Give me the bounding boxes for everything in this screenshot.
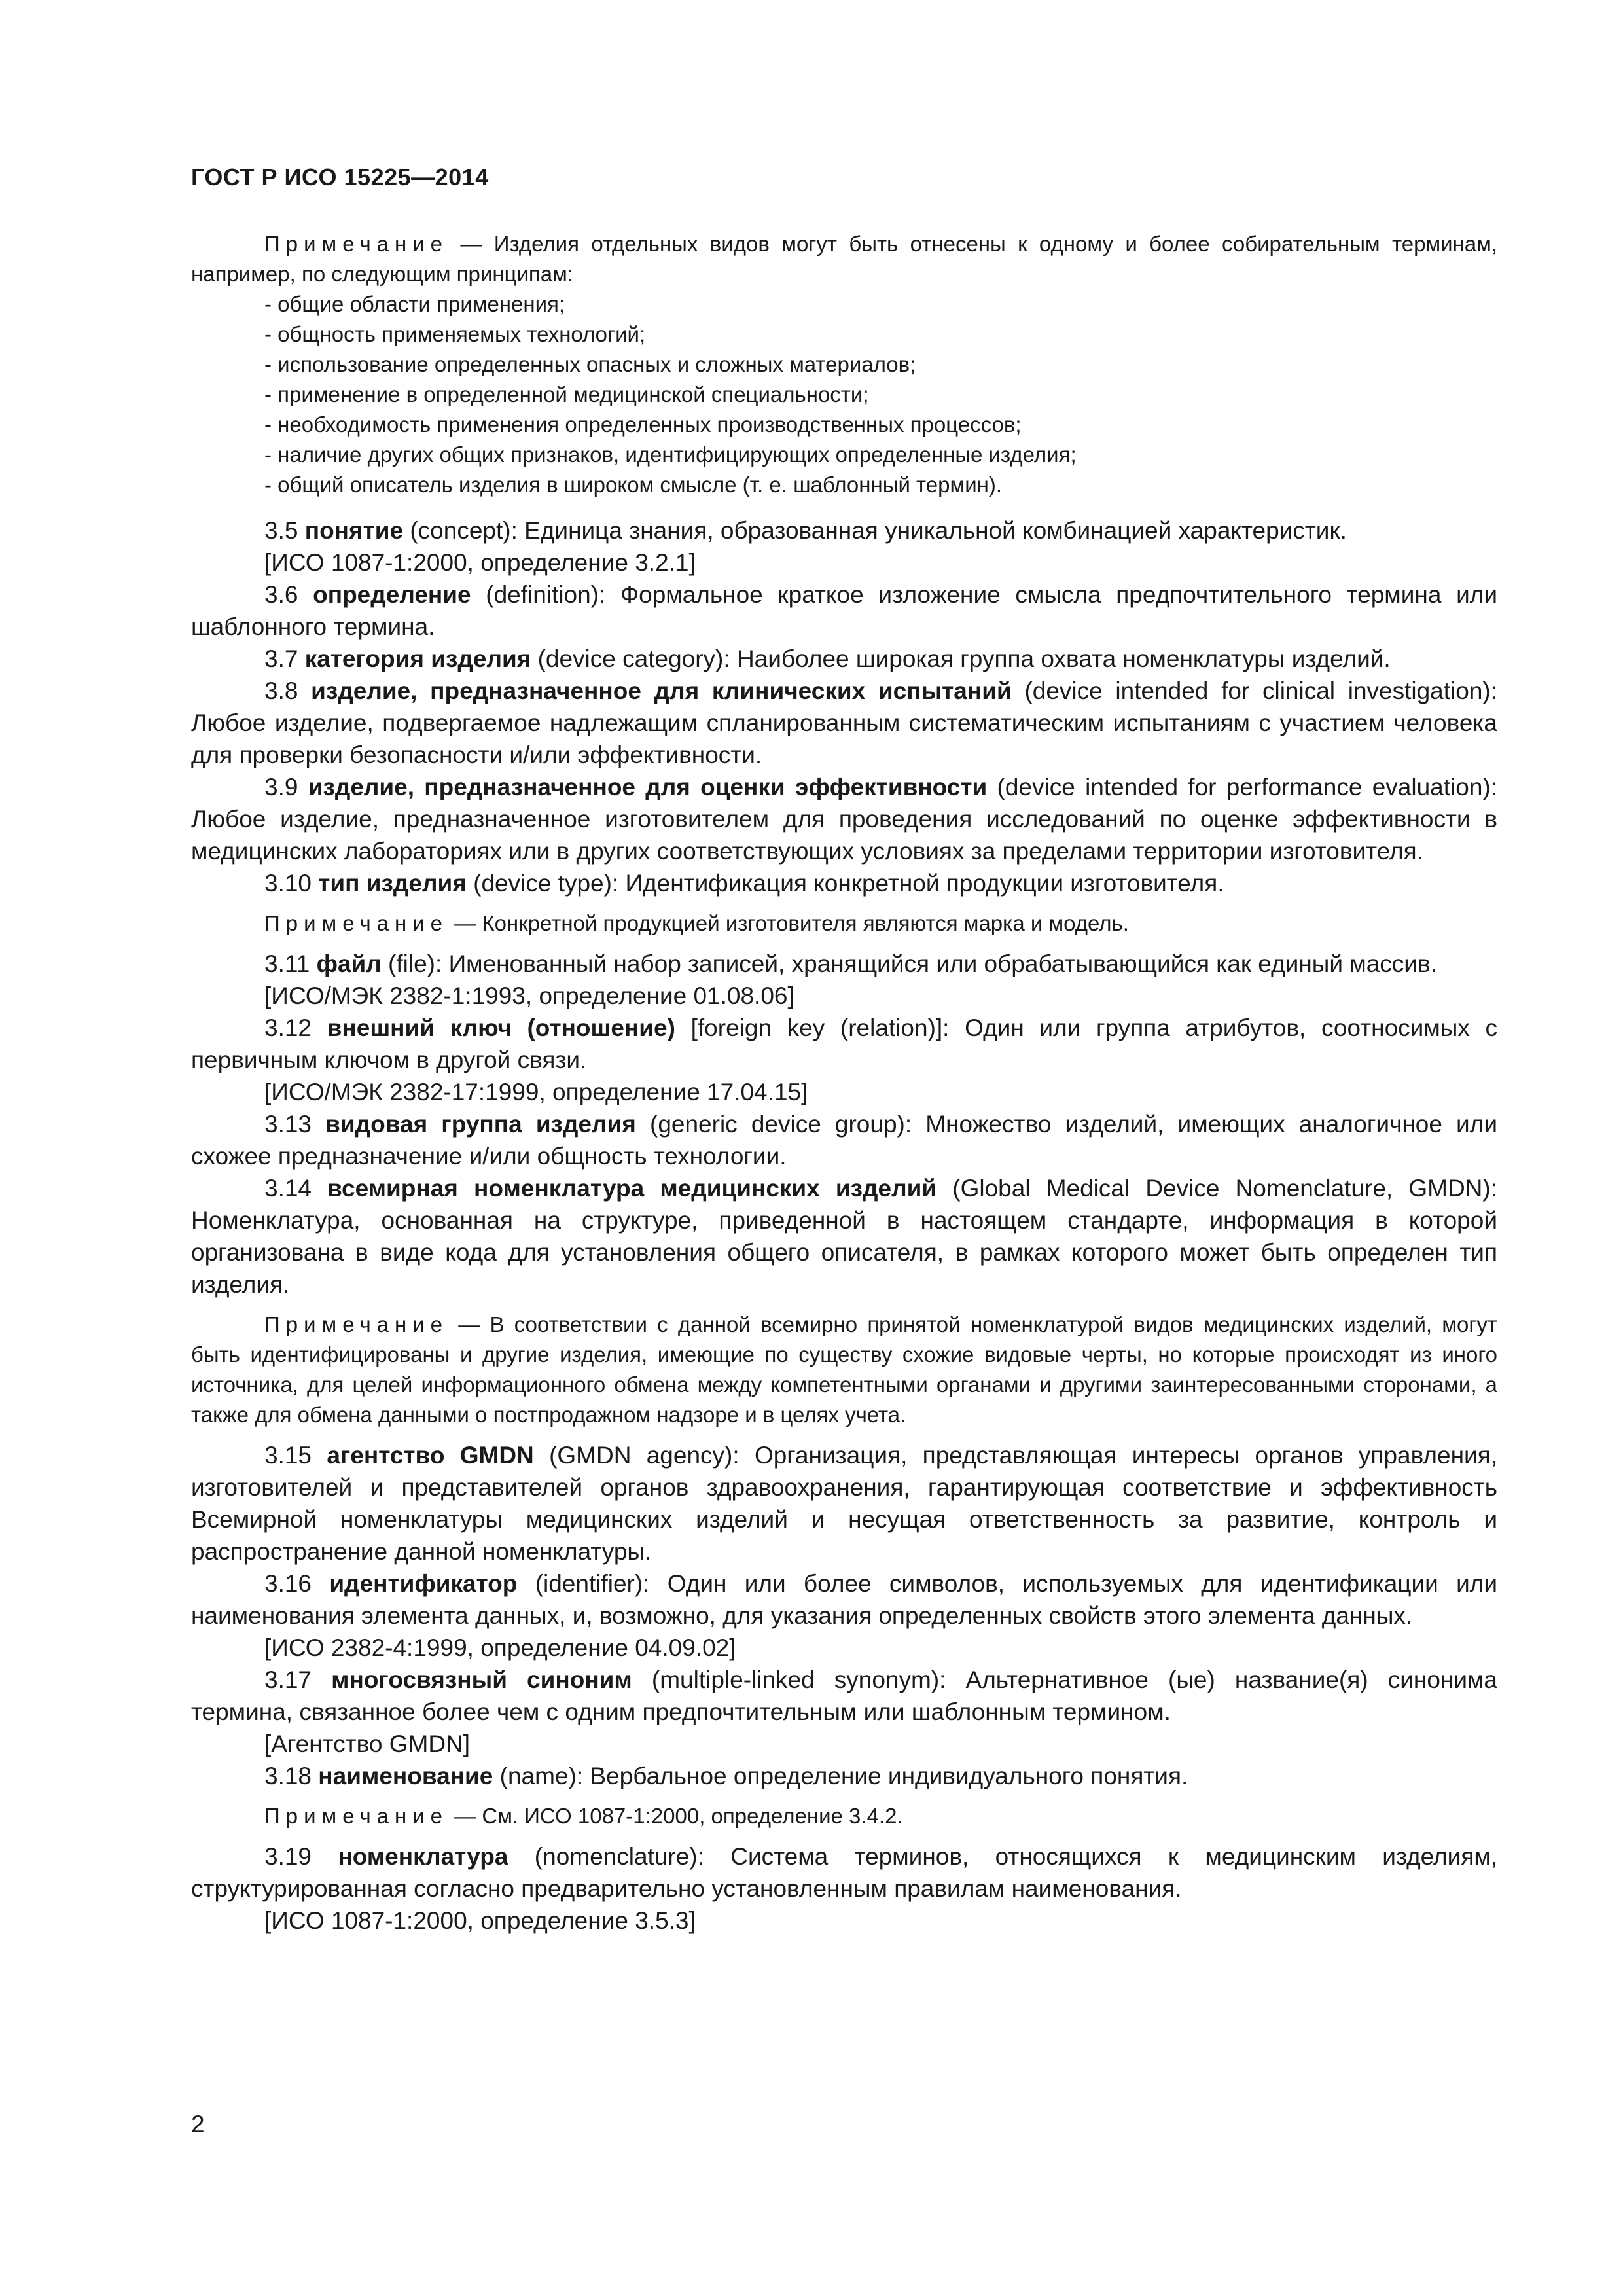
definition-number: 3.13 <box>264 1111 312 1138</box>
definition-number: 3.10 <box>264 870 312 897</box>
definition-text: Любое изделие, подвергаемое надлежащим спланированным систематическим испытаниям с участием человека для проверки безопасности и/или эффективности. <box>191 709 1497 768</box>
list-item: - необходимость применения определенных производственных процессов; <box>264 412 1022 437</box>
definition-term: агентство GMDN <box>327 1442 534 1469</box>
note-text: В соответствии с данной всемирно принятой номенклатурой видов медицинских изделий, могут быть идентифицированы и другие изделия, имеющие по существу схожие видовые черты, но которые происходят из иного источника, для целей информационного обмена между компетентными органами и другими заинтересованными сторонами, а также для обмена данными о постпродажном надзоре и в целях учета. <box>191 1312 1497 1427</box>
definition-number: 3.9 <box>264 774 298 800</box>
definition-number: 3.5 <box>264 517 298 544</box>
note-paragraph <box>191 1310 1497 1430</box>
note-label: Примечание <box>264 232 449 256</box>
definition-3-8 <box>191 675 1497 771</box>
definition-number: 3.8 <box>264 677 298 704</box>
definition-number: 3.7 <box>264 645 298 672</box>
note-paragraph <box>191 229 1497 289</box>
definition-text: Наиболее широкая группа охвата номенклатуры изделий. <box>736 645 1391 672</box>
definition-text: Номенклатура, основанная на структуре, приведенной в настоящем стандарте, информация в которой организована в виде кода для установления общего описателя, в рамках которого может быть определен тип изделия. <box>191 1207 1497 1298</box>
definition-english: (name): <box>499 1763 584 1789</box>
definition-number: 3.17 <box>264 1666 312 1693</box>
definition-term: наименование <box>318 1763 493 1789</box>
definition-english: (device intended for performance evaluation): <box>997 774 1498 800</box>
list-item: - общий описатель изделия в широком смысле (т. е. шаблонный термин). <box>264 473 1003 497</box>
note-text: См. ИСО 1087-1:2000, определение 3.4.2. <box>482 1804 903 1828</box>
definition-english: (device category): <box>537 645 730 672</box>
list-item: - применение в определенной медицинской специальности; <box>264 382 869 406</box>
note-label: Примечание <box>264 1804 449 1828</box>
note-paragraph <box>191 908 1497 939</box>
list-item: - наличие других общих признаков, идентифицирующих определенные изделия; <box>264 442 1077 467</box>
definition-text: Формальное краткое изложение смысла предпочтительного термина или шаблонного термина. <box>191 581 1498 640</box>
definition-3-5 <box>191 514 1497 547</box>
note-dash: — <box>448 232 494 256</box>
note-label: Примечание <box>264 1312 449 1336</box>
definition-3-10 <box>191 867 1497 899</box>
definition-3-19 <box>191 1840 1497 1905</box>
definition-text: Единица знания, образованная уникальной комбинацией характеристик. <box>524 517 1347 544</box>
principles-list <box>191 289 1497 500</box>
definition-text: Организация, представляющая интересы органов управления, изготовителей и представителей органов здравоохранения, гарантирующая соответствие и эффективность Всемирной номенклатуры медицинских изделий и несущая ответственность за развитие, контроль и распространение данной номенклатуры. <box>191 1442 1497 1565</box>
definition-term: изделие, предназначенное для клинических испытаний <box>311 677 1012 704</box>
definition-english: (concept): <box>410 517 518 544</box>
definition-text: Альтернативное (ые) название(я) синонима термина, связанное более чем с одним предпочтительным или шаблонным термином. <box>191 1666 1498 1725</box>
definition-3-11 <box>191 948 1497 980</box>
note-text: Изделия отдельных видов могут быть отнесены к одному и более собирательным терминам, например, по следующим принципам: <box>191 232 1497 286</box>
definition-term: идентификатор <box>329 1570 518 1597</box>
note-dash: — <box>448 1804 482 1828</box>
definition-3-13 <box>191 1108 1497 1172</box>
list-item: - общие области применения; <box>264 292 565 316</box>
definition-english: (Global Medical Device Nomenclature, GMDN): <box>952 1175 1497 1202</box>
definition-term: внешний ключ (отношение) <box>327 1014 675 1041</box>
note-text: Конкретной продукцией изготовителя являются марка и модель. <box>482 911 1129 935</box>
definition-number: 3.19 <box>264 1843 312 1870</box>
definition-number: 3.14 <box>264 1175 312 1202</box>
definition-text: Один или группа атрибутов, соотносимых с первичным ключом в другой связи. <box>191 1014 1498 1073</box>
definition-3-16 <box>191 1568 1497 1632</box>
page-number: 2 <box>191 2111 205 2138</box>
definition-text: Система терминов, относящихся к медицинским изделиям, структурированная согласно предварительно установленным правилам наименования. <box>191 1843 1498 1902</box>
definition-english: (device type): <box>473 870 619 897</box>
definition-reference: [ИСО/МЭК 2382-1:1993, определение 01.08.06] <box>264 982 794 1009</box>
definition-3-17 <box>191 1664 1497 1728</box>
definition-english: (GMDN agency): <box>549 1442 740 1469</box>
list-item: - использование определенных опасных и сложных материалов; <box>264 352 916 376</box>
definition-reference: [ИСО 1087-1:2000, определение 3.5.3] <box>264 1907 696 1934</box>
definition-text: Именованный набор записей, хранящийся или обрабатывающийся как единый массив. <box>448 950 1437 977</box>
note-paragraph <box>191 1801 1497 1831</box>
definition-term: понятие <box>304 517 404 544</box>
definition-english: (generic device group): <box>650 1111 912 1138</box>
definition-number: 3.18 <box>264 1763 312 1789</box>
definition-reference: [ИСО 1087-1:2000, определение 3.2.1] <box>264 549 696 576</box>
list-item: - общность применяемых технологий; <box>264 322 646 346</box>
definition-3-6 <box>191 579 1497 643</box>
definition-english: (device intended for clinical investigation): <box>1024 677 1498 704</box>
definition-3-18 <box>191 1760 1497 1792</box>
definition-english: [foreign key (relation)]: <box>690 1014 950 1041</box>
definition-english: (multiple-linked synonym): <box>651 1666 946 1693</box>
definition-3-14 <box>191 1172 1497 1300</box>
document-body <box>191 229 1497 1937</box>
document-header: ГОСТ Р ИСО 15225—2014 <box>191 164 489 190</box>
definition-number: 3.6 <box>264 581 298 608</box>
definition-reference: [Агентство GMDN] <box>264 1731 471 1757</box>
definition-term: номенклатура <box>338 1843 508 1870</box>
definition-number: 3.15 <box>264 1442 312 1469</box>
definition-term: тип изделия <box>318 870 467 897</box>
definition-english: (definition): <box>486 581 606 608</box>
definition-english: (file): <box>388 950 442 977</box>
definition-term: многосвязный синоним <box>331 1666 632 1693</box>
definition-term: всемирная номенклатура медицинских изделий <box>327 1175 937 1202</box>
definition-term: изделие, предназначенное для оценки эффективности <box>308 774 988 800</box>
definition-text: Множество изделий, имеющих аналогичное или схожее предназначение и/или общность технологии. <box>191 1111 1497 1170</box>
note-dash: — <box>448 911 482 935</box>
definition-english: (identifier): <box>535 1570 650 1597</box>
definition-term: файл <box>316 950 382 977</box>
definition-3-7 <box>191 643 1497 675</box>
definition-number: 3.12 <box>264 1014 312 1041</box>
definition-text: Один или более символов, используемых для идентификации или наименования элемента данных, и, возможно, для указания определенных свойств этого элемента данных. <box>191 1570 1498 1629</box>
definition-term: категория изделия <box>304 645 531 672</box>
definition-text: Любое изделие, предназначенное изготовителем для проведения исследований по оценке эффективности в медицинских лабораториях или в других соответствующих условиях за пределами территории изготовителя. <box>191 806 1497 865</box>
definition-reference: [ИСО/МЭК 2382-17:1999, определение 17.04.15] <box>264 1079 808 1105</box>
definition-text: Вербальное определение индивидуального понятия. <box>590 1763 1188 1789</box>
definition-number: 3.16 <box>264 1570 312 1597</box>
definition-english: (nomenclature): <box>534 1843 704 1870</box>
definition-3-9 <box>191 771 1497 867</box>
definition-3-12 <box>191 1012 1497 1076</box>
definition-number: 3.11 <box>264 950 310 977</box>
note-label: Примечание <box>264 911 449 935</box>
definition-reference: [ИСО 2382-4:1999, определение 04.09.02] <box>264 1634 736 1661</box>
definition-3-15 <box>191 1439 1497 1568</box>
definition-term: видовая группа изделия <box>325 1111 636 1138</box>
definition-term: определение <box>313 581 471 608</box>
note-dash: — <box>448 1312 490 1336</box>
definition-text: Идентификация конкретной продукции изготовителя. <box>625 870 1224 897</box>
